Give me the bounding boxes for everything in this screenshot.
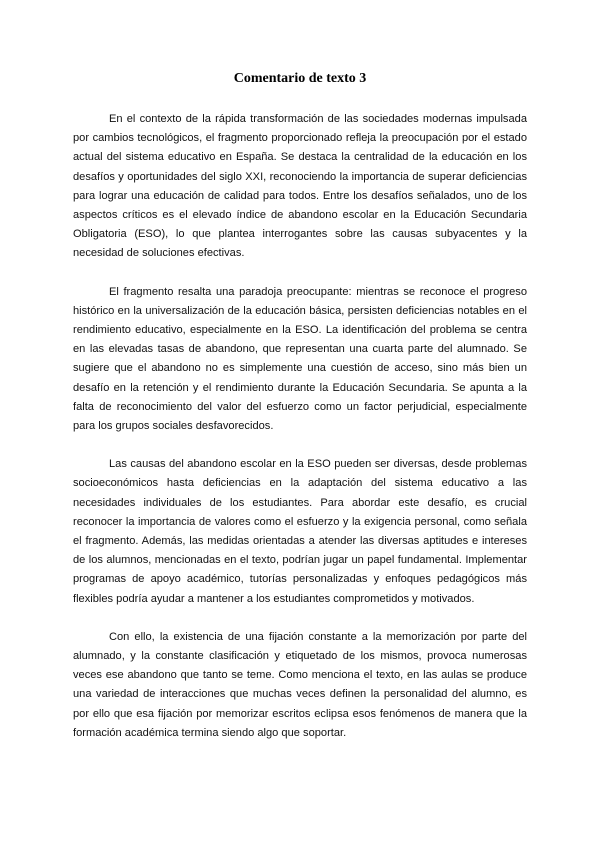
paragraph-4: Con ello, la existencia de una fijación constante a la memorización por parte del alumnado, y la constante clasificación y etiquetado de los mismos, provoca numerosas veces ese abandono que tanto se teme. Como menciona el texto, en las aulas se produce una variedad de interacciones que muchas veces definen la personalidad del alumno, es por ello que esa fijación por memorizar escritos eclipsa esos fenómenos de manera que la formación académica termina siendo algo que soportar.	[73, 630, 527, 739]
paragraph-2: El fragmento resalta una paradoja preocupante: mientras se reconoce el progreso histórico en la universalización de la educación básica, persisten deficiencias notables en el rendimiento educativo, especialmente en la ESO. La identificación del problema se centra en las elevadas tasas de abandono, que representan una cuarta parte del alumnado. Se sugiere que el abandono no es simplemente una cuestión de acceso, sino más bien un desafío en la retención y el rendimiento durante la Educación Secundaria. Se apunta a la falta de reconocimiento del valor del esfuerzo como un factor perjudicial, especialmente para los grupos sociales desfavorecidos.	[73, 285, 527, 433]
page-title: Comentario de texto 3	[233, 71, 367, 86]
paragraph-1: En el contexto de la rápida transformación de las sociedades modernas impulsada por cambios tecnológicos, el fragmento proporcionado refleja la preocupación por el estado actual del sistema educativo en España. Se destaca la centralidad de la educación en los desafíos y oportunidades del siglo XXI, reconociendo la importancia de superar deficiencias para lograr una educación de calidad para todos. Entre los desafíos señalados, uno de los aspectos críticos es el elevado índice de abandono escolar en la Educación Secundaria Obligatoria (ESO), lo que plantea interrogantes sobre las causas subyacentes y la necesidad de soluciones efectivas.	[73, 113, 527, 260]
paragraph-3: Las causas del abandono escolar en la ESO pueden ser diversas, desde problemas socioeconómicos hasta deficiencias en la adaptación del sistema educativo a las necesidades individuales de los estudiantes. Para abordar este desafío, es crucial reconocer la importancia de valores como el esfuerzo y la exigencia personal, como señala el fragmento. Además, las medidas orientadas a atender las diversas aptitudes e intereses de los alumnos, mencionadas en el texto, podrían jugar un papel fundamental. Implementar programas de apoyo académico, tutorías personalizadas y enfoques pedagógicos más flexibles podría ayudar a mantener a los estudiantes comprometidos y motivados.	[73, 458, 527, 605]
